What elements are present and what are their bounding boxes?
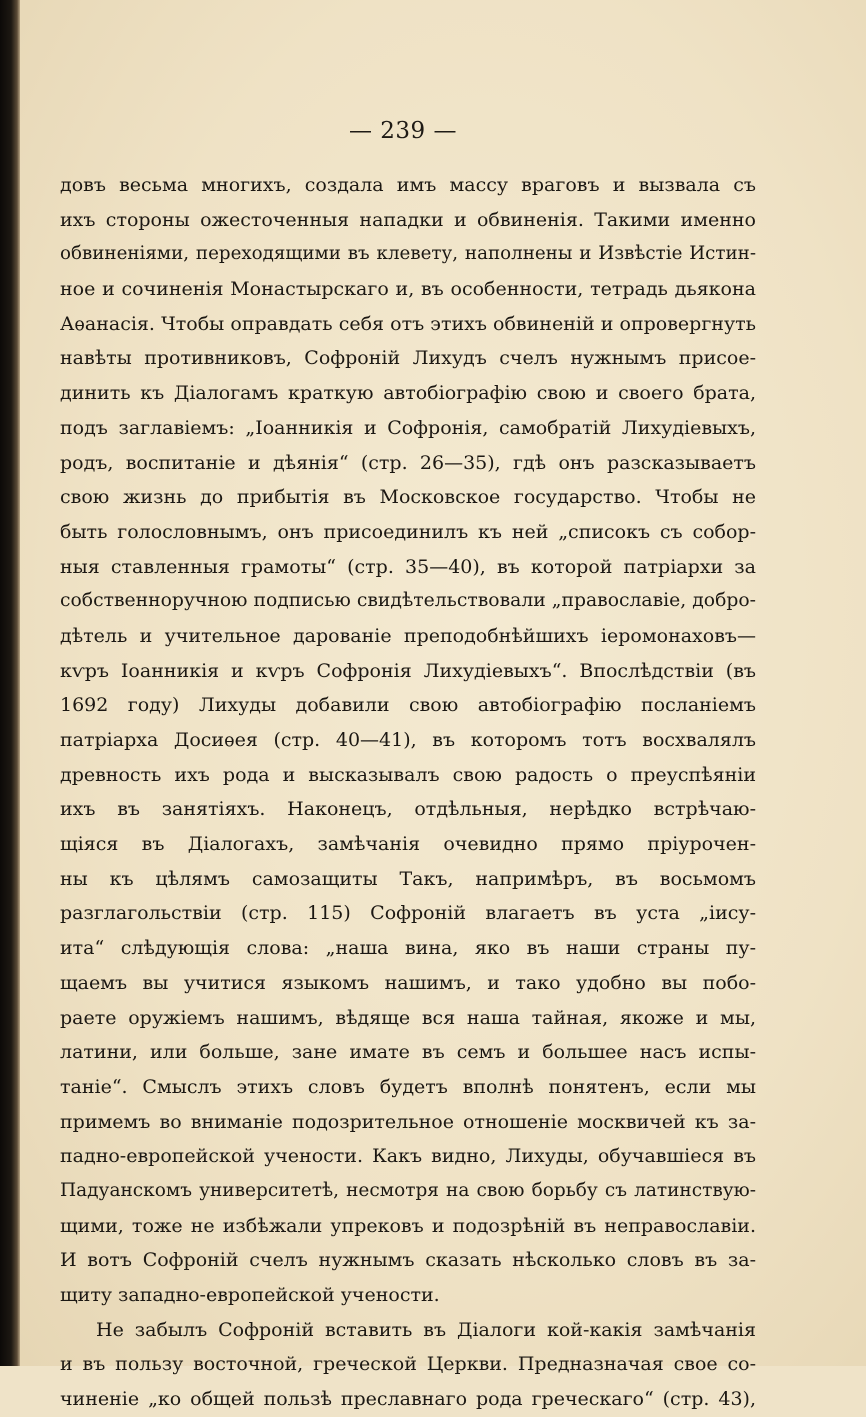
text-line: латини, или больше, зане имате въ семъ и большее насъ испы- xyxy=(60,1041,756,1064)
book-binding-edge xyxy=(0,0,20,1366)
text-line: ита“ слѣдующія слова: „наша вина, яко въ наши страны пу- xyxy=(60,937,756,960)
text-line: и въ пользу восточной, греческой Церкви. Предназначая свое со- xyxy=(60,1353,756,1376)
page-number: — 239 — xyxy=(348,118,458,144)
text-line: динить къ Діалогамъ краткую автобіографію свою и своего брата, xyxy=(60,382,756,405)
text-line: щаемъ вы учитися языкомъ нашимъ, и тако удобно вы побо- xyxy=(60,971,756,994)
text-line-paragraph-end: щиту западно-европейской учености. xyxy=(60,1284,440,1306)
text-line: дѣтель и учительное дарованіе преподобнѣйшихъ іеромонаховъ— xyxy=(60,624,756,647)
text-line: свою жизнь до прибытія въ Московское государство. Чтобы не xyxy=(60,486,756,509)
text-line: ихъ въ занятіяхъ. Наконецъ, отдѣльныя, нерѣдко встрѣчаю- xyxy=(60,798,756,821)
text-line: кѵръ Іоанникія и кѵръ Софронія Лихудіевыхъ“. Впослѣдствіи (въ xyxy=(60,659,756,682)
text-line: довъ весьма многихъ, создала имъ массу враговъ и вызвала съ xyxy=(60,174,756,196)
text-line: щіяся въ Діалогахъ, замѣчанія очевидно прямо пріурочен- xyxy=(60,833,756,856)
text-line: чиненіе „ко общей пользѣ преславнаго рода греческаго“ (стр. 43), xyxy=(60,1388,756,1411)
text-line: родъ, воспитаніе и дѣянія“ (стр. 26—35), гдѣ онъ разсказываетъ xyxy=(60,451,756,474)
text-line: щими, тоже не избѣжали упрековъ и подозрѣній въ неправославіи. xyxy=(60,1214,756,1237)
text-line: собственноручною подписью свидѣтельствовали „православіе, добро- xyxy=(60,590,756,612)
text-line: ихъ стороны ожесточенныя нападки и обвиненія. Такими именно xyxy=(60,208,756,231)
text-line: 1692 году) Лихуды добавили свою автобіографію посланіемъ xyxy=(60,694,756,717)
text-line: патріарха Досиѳея (стр. 40—41), въ которомъ тотъ восхвалялъ xyxy=(60,729,756,751)
text-line: разглагольствіи (стр. 115) Софроній влагаетъ въ уста „іису- xyxy=(60,902,756,925)
book-page xyxy=(20,0,866,1411)
text-line: ное и сочиненія Монастырскаго и, въ особенности, тетрадь дьякона xyxy=(60,278,756,301)
text-line: падно-европейской учености. Какъ видно, Лихуды, обучавшіеся въ xyxy=(60,1145,756,1168)
text-line: ныя ставленныя грамоты“ (стр. 35—40), въ которой патріархи за xyxy=(60,555,756,578)
text-line: раете оружіемъ нашимъ, вѣдяще вся наша тайная, якоже и мы, xyxy=(60,1006,756,1029)
text-line: примемъ во вниманіе подозрительное отношеніе москвичей къ за- xyxy=(60,1110,756,1133)
text-line: навѣты противниковъ, Софроній Лихудъ счелъ нужнымъ присое- xyxy=(60,347,756,370)
body-text xyxy=(60,168,756,1417)
text-line: подъ заглавіемъ: „Іоанникія и Софронія, самобратій Лихудіевыхъ, xyxy=(60,416,756,439)
text-line: таніе“. Смыслъ этихъ словъ будетъ вполнѣ понятенъ, если мы xyxy=(60,1075,756,1098)
text-line: обвиненіями, переходящими въ клевету, наполнены и Извѣстіе Истин- xyxy=(60,243,756,265)
text-line-paragraph-start: Не забылъ Софроній вставить въ Діалоги кой-какія замѣчанія xyxy=(96,1318,756,1341)
text-line: древность ихъ рода и высказывалъ свою радость о преуспѣяніи xyxy=(60,763,756,786)
text-line: И вотъ Софроній счелъ нужнымъ сказать нѣсколько словъ въ за- xyxy=(60,1249,756,1272)
text-line: Аѳанасія. Чтобы оправдать себя отъ этихъ обвиненій и опровергнуть xyxy=(60,312,756,335)
text-line: быть голословнымъ, онъ присоединилъ къ ней „списокъ съ собор- xyxy=(60,520,756,543)
text-line: ны къ цѣлямъ самозащиты Такъ, напримѣръ, въ восьмомъ xyxy=(60,867,756,890)
text-line: Падуанскомъ университетѣ, несмотря на свою борьбу съ латинствую- xyxy=(60,1179,756,1201)
